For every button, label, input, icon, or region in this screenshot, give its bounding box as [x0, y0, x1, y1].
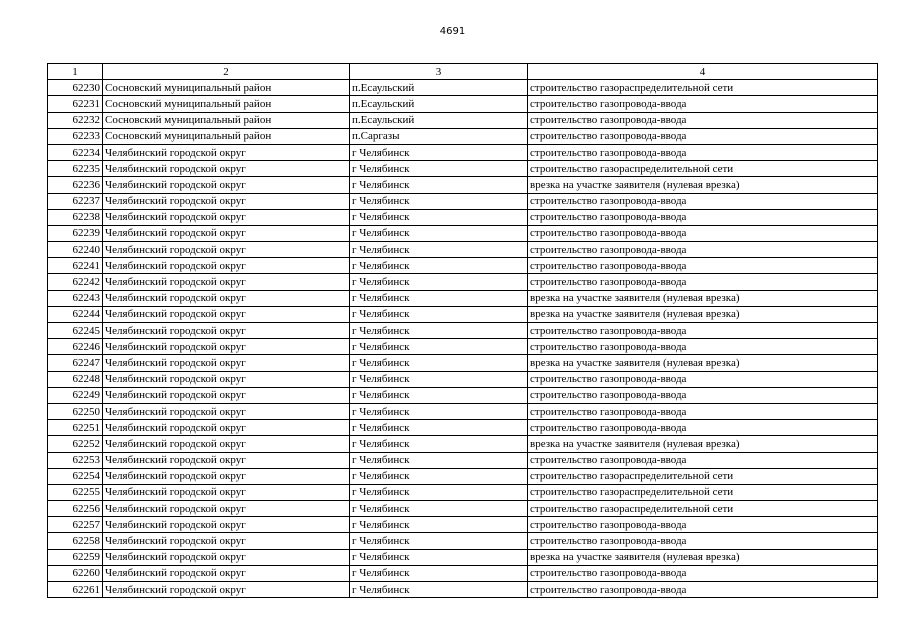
locality-cell: г Челябинск	[350, 549, 528, 565]
row-number: 62258	[48, 533, 103, 549]
header-row	[48, 64, 878, 80]
table-row	[48, 193, 878, 209]
table-row	[48, 484, 878, 500]
municipality-cell: Челябинский городской округ	[103, 274, 350, 290]
municipality-cell: Челябинский городской округ	[103, 468, 350, 484]
municipality-cell: Челябинский городской округ	[103, 306, 350, 322]
municipality-cell: Челябинский городской округ	[103, 565, 350, 581]
row-number: 62246	[48, 339, 103, 355]
row-number: 62244	[48, 306, 103, 322]
work-type-cell: строительство газопровода-ввода	[528, 420, 878, 436]
row-number: 62252	[48, 436, 103, 452]
locality-cell: г Челябинск	[350, 533, 528, 549]
work-type-cell: строительство газораспределительной сети	[528, 501, 878, 517]
locality-cell: г Челябинск	[350, 387, 528, 403]
work-type-cell: строительство газопровода-ввода	[528, 452, 878, 468]
work-type-cell: строительство газораспределительной сети	[528, 161, 878, 177]
table-row	[48, 339, 878, 355]
table-row	[48, 128, 878, 144]
locality-cell: п.Есаульский	[350, 112, 528, 128]
work-type-cell: строительство газопровода-ввода	[528, 225, 878, 241]
municipality-cell: Челябинский городской округ	[103, 501, 350, 517]
row-number: 62251	[48, 420, 103, 436]
municipality-cell: Челябинский городской округ	[103, 403, 350, 419]
work-type-cell: строительство газопровода-ввода	[528, 193, 878, 209]
row-number: 62235	[48, 161, 103, 177]
locality-cell: г Челябинск	[350, 323, 528, 339]
locality-cell: г Челябинск	[350, 290, 528, 306]
municipality-cell: Челябинский городской округ	[103, 144, 350, 160]
work-type-cell: врезка на участке заявителя (нулевая врезка)	[528, 355, 878, 371]
table-row	[48, 177, 878, 193]
locality-cell: г Челябинск	[350, 436, 528, 452]
municipality-cell: Сосновский муниципальный район	[103, 112, 350, 128]
registry-table	[47, 63, 878, 598]
table-row	[48, 323, 878, 339]
table-row	[48, 371, 878, 387]
column-header: 3	[350, 64, 528, 80]
locality-cell: г Челябинск	[350, 242, 528, 258]
municipality-cell: Челябинский городской округ	[103, 258, 350, 274]
work-type-cell: строительство газопровода-ввода	[528, 144, 878, 160]
work-type-cell: строительство газопровода-ввода	[528, 323, 878, 339]
work-type-cell: строительство газопровода-ввода	[528, 258, 878, 274]
table-row	[48, 96, 878, 112]
municipality-cell: Челябинский городской округ	[103, 242, 350, 258]
municipality-cell: Челябинский городской округ	[103, 533, 350, 549]
locality-cell: г Челябинск	[350, 177, 528, 193]
locality-cell: г Челябинск	[350, 565, 528, 581]
column-header: 4	[528, 64, 878, 80]
row-number: 62256	[48, 501, 103, 517]
municipality-cell: Челябинский городской округ	[103, 355, 350, 371]
table-row	[48, 549, 878, 565]
table-row	[48, 290, 878, 306]
row-number: 62233	[48, 128, 103, 144]
locality-cell: г Челябинск	[350, 225, 528, 241]
column-header: 2	[103, 64, 350, 80]
table-row	[48, 403, 878, 419]
locality-cell: г Челябинск	[350, 161, 528, 177]
table-row	[48, 468, 878, 484]
municipality-cell: Челябинский городской округ	[103, 323, 350, 339]
column-header: 1	[48, 64, 103, 80]
municipality-cell: Челябинский городской округ	[103, 436, 350, 452]
table-row	[48, 387, 878, 403]
municipality-cell: Челябинский городской округ	[103, 582, 350, 598]
row-number: 62234	[48, 144, 103, 160]
work-type-cell: строительство газопровода-ввода	[528, 112, 878, 128]
work-type-cell: строительство газопровода-ввода	[528, 209, 878, 225]
work-type-cell: врезка на участке заявителя (нулевая врезка)	[528, 177, 878, 193]
municipality-cell: Челябинский городской округ	[103, 517, 350, 533]
work-type-cell: врезка на участке заявителя (нулевая врезка)	[528, 549, 878, 565]
row-number: 62237	[48, 193, 103, 209]
row-number: 62249	[48, 387, 103, 403]
municipality-cell: Челябинский городской округ	[103, 387, 350, 403]
work-type-cell: строительство газопровода-ввода	[528, 339, 878, 355]
locality-cell: п.Есаульский	[350, 96, 528, 112]
table-body	[48, 80, 878, 598]
work-type-cell: строительство газопровода-ввода	[528, 533, 878, 549]
table-row	[48, 80, 878, 96]
row-number: 62248	[48, 371, 103, 387]
row-number: 62230	[48, 80, 103, 96]
work-type-cell: врезка на участке заявителя (нулевая врезка)	[528, 436, 878, 452]
work-type-cell: врезка на участке заявителя (нулевая врезка)	[528, 290, 878, 306]
locality-cell: г Челябинск	[350, 420, 528, 436]
locality-cell: г Челябинск	[350, 582, 528, 598]
table-row	[48, 452, 878, 468]
row-number: 62257	[48, 517, 103, 533]
row-number: 62254	[48, 468, 103, 484]
table-row	[48, 112, 878, 128]
row-number: 62247	[48, 355, 103, 371]
municipality-cell: Челябинский городской округ	[103, 225, 350, 241]
row-number: 62243	[48, 290, 103, 306]
table-row	[48, 274, 878, 290]
row-number: 62241	[48, 258, 103, 274]
table-row	[48, 355, 878, 371]
locality-cell: г Челябинск	[350, 452, 528, 468]
row-number: 62253	[48, 452, 103, 468]
table-row	[48, 258, 878, 274]
locality-cell: г Челябинск	[350, 403, 528, 419]
municipality-cell: Челябинский городской округ	[103, 209, 350, 225]
table-row	[48, 209, 878, 225]
table-row	[48, 144, 878, 160]
table-row	[48, 161, 878, 177]
row-number: 62250	[48, 403, 103, 419]
municipality-cell: Челябинский городской округ	[103, 371, 350, 387]
table-row	[48, 225, 878, 241]
work-type-cell: строительство газопровода-ввода	[528, 565, 878, 581]
locality-cell: г Челябинск	[350, 144, 528, 160]
municipality-cell: Челябинский городской округ	[103, 290, 350, 306]
table-row	[48, 306, 878, 322]
table-row	[48, 501, 878, 517]
row-number: 62255	[48, 484, 103, 500]
row-number: 62236	[48, 177, 103, 193]
row-number: 62231	[48, 96, 103, 112]
table-row	[48, 517, 878, 533]
table-row	[48, 565, 878, 581]
work-type-cell: строительство газораспределительной сети	[528, 468, 878, 484]
work-type-cell: строительство газопровода-ввода	[528, 96, 878, 112]
work-type-cell: врезка на участке заявителя (нулевая врезка)	[528, 306, 878, 322]
work-type-cell: строительство газопровода-ввода	[528, 242, 878, 258]
municipality-cell: Челябинский городской округ	[103, 339, 350, 355]
municipality-cell: Челябинский городской округ	[103, 484, 350, 500]
work-type-cell: строительство газопровода-ввода	[528, 371, 878, 387]
row-number: 62261	[48, 582, 103, 598]
work-type-cell: строительство газопровода-ввода	[528, 517, 878, 533]
locality-cell: г Челябинск	[350, 339, 528, 355]
work-type-cell: строительство газопровода-ввода	[528, 128, 878, 144]
work-type-cell: строительство газораспределительной сети	[528, 484, 878, 500]
municipality-cell: Челябинский городской округ	[103, 177, 350, 193]
locality-cell: г Челябинск	[350, 468, 528, 484]
page-number: 4691	[439, 26, 466, 37]
locality-cell: г Челябинск	[350, 209, 528, 225]
table-row	[48, 533, 878, 549]
row-number: 62240	[48, 242, 103, 258]
locality-cell: г Челябинск	[350, 517, 528, 533]
municipality-cell: Сосновский муниципальный район	[103, 96, 350, 112]
table-row	[48, 420, 878, 436]
table-row	[48, 582, 878, 598]
locality-cell: г Челябинск	[350, 306, 528, 322]
locality-cell: п.Есаульский	[350, 80, 528, 96]
row-number: 62238	[48, 209, 103, 225]
municipality-cell: Челябинский городской округ	[103, 549, 350, 565]
locality-cell: г Челябинск	[350, 501, 528, 517]
row-number: 62260	[48, 565, 103, 581]
municipality-cell: Челябинский городской округ	[103, 161, 350, 177]
table-row	[48, 436, 878, 452]
locality-cell: г Челябинск	[350, 484, 528, 500]
municipality-cell: Сосновский муниципальный район	[103, 80, 350, 96]
row-number: 62232	[48, 112, 103, 128]
locality-cell: п.Саргазы	[350, 128, 528, 144]
locality-cell: г Челябинск	[350, 258, 528, 274]
work-type-cell: строительство газопровода-ввода	[528, 274, 878, 290]
row-number: 62239	[48, 225, 103, 241]
municipality-cell: Челябинский городской округ	[103, 420, 350, 436]
work-type-cell: строительство газопровода-ввода	[528, 403, 878, 419]
municipality-cell: Сосновский муниципальный район	[103, 128, 350, 144]
row-number: 62245	[48, 323, 103, 339]
work-type-cell: строительство газопровода-ввода	[528, 582, 878, 598]
municipality-cell: Челябинский городской округ	[103, 193, 350, 209]
row-number: 62259	[48, 549, 103, 565]
table-header	[48, 64, 878, 80]
locality-cell: г Челябинск	[350, 371, 528, 387]
work-type-cell: строительство газораспределительной сети	[528, 80, 878, 96]
table-row	[48, 242, 878, 258]
row-number: 62242	[48, 274, 103, 290]
locality-cell: г Челябинск	[350, 274, 528, 290]
municipality-cell: Челябинский городской округ	[103, 452, 350, 468]
work-type-cell: строительство газопровода-ввода	[528, 387, 878, 403]
locality-cell: г Челябинск	[350, 193, 528, 209]
locality-cell: г Челябинск	[350, 355, 528, 371]
